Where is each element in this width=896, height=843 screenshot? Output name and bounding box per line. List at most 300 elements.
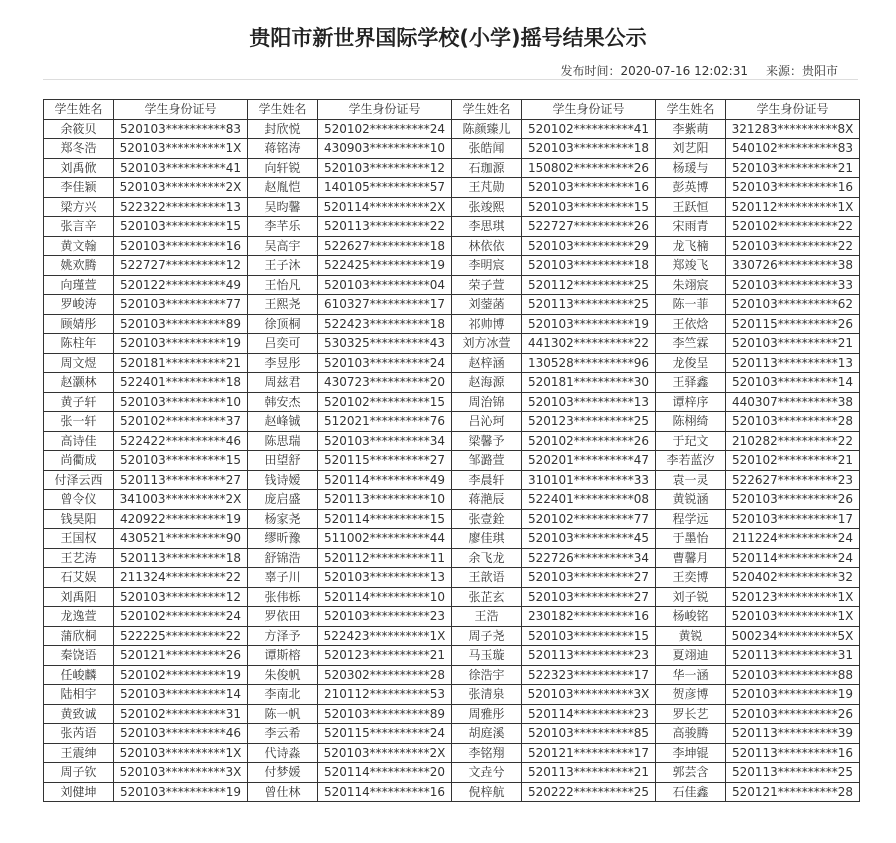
student-id-cell: 520113**********39 bbox=[726, 724, 860, 744]
student-id-cell: 522627**********18 bbox=[318, 236, 452, 256]
table-row bbox=[44, 353, 860, 373]
student-id-cell: 520112**********11 bbox=[318, 548, 452, 568]
student-name-cell: 李晨轩 bbox=[452, 470, 522, 490]
student-name-cell: 刘禹俽 bbox=[44, 158, 114, 178]
student-id-cell: 520103**********77 bbox=[114, 295, 248, 315]
student-name-cell: 张一轩 bbox=[44, 412, 114, 432]
student-name-cell: 李明宸 bbox=[452, 256, 522, 276]
student-name-cell: 谭梓序 bbox=[656, 392, 726, 412]
student-name-cell: 韩安杰 bbox=[248, 392, 318, 412]
student-name-cell: 朱俊帆 bbox=[248, 665, 318, 685]
table-header-row bbox=[44, 100, 860, 120]
student-id-cell: 140105**********57 bbox=[318, 178, 452, 198]
student-id-cell: 520123**********1X bbox=[726, 587, 860, 607]
student-name-cell: 徐顶桐 bbox=[248, 314, 318, 334]
student-id-cell: 520103**********15 bbox=[114, 451, 248, 471]
student-id-cell: 520103**********26 bbox=[726, 704, 860, 724]
student-name-cell: 李竺霖 bbox=[656, 334, 726, 354]
student-id-cell: 522726**********34 bbox=[522, 548, 656, 568]
student-name-cell: 黄文翰 bbox=[44, 236, 114, 256]
student-name-cell: 罗峻涛 bbox=[44, 295, 114, 315]
student-id-cell: 520102**********21 bbox=[726, 451, 860, 471]
student-id-cell: 520103**********89 bbox=[114, 314, 248, 334]
student-name-cell: 陈栩绮 bbox=[656, 412, 726, 432]
student-id-cell: 520103**********12 bbox=[114, 587, 248, 607]
page-title: 贵阳市新世界国际学校(小学)摇号结果公示 bbox=[249, 26, 647, 50]
student-name-cell: 王歆语 bbox=[452, 568, 522, 588]
student-name-cell: 赵灏林 bbox=[44, 373, 114, 393]
student-name-cell: 代诗淼 bbox=[248, 743, 318, 763]
student-id-cell: 520103**********26 bbox=[726, 490, 860, 510]
student-id-cell: 520103**********24 bbox=[318, 353, 452, 373]
table-row bbox=[44, 295, 860, 315]
student-id-cell: 520102**********37 bbox=[114, 412, 248, 432]
student-id-cell: 520103**********27 bbox=[522, 587, 656, 607]
student-name-cell: 郑竣飞 bbox=[656, 256, 726, 276]
student-id-cell: 210112**********53 bbox=[318, 685, 452, 705]
student-id-cell: 520103**********28 bbox=[726, 412, 860, 432]
student-id-cell: 520103**********04 bbox=[318, 275, 452, 295]
student-id-cell: 520103**********15 bbox=[522, 197, 656, 217]
student-name-cell: 王震绅 bbox=[44, 743, 114, 763]
student-name-cell: 赵海源 bbox=[452, 373, 522, 393]
student-name-cell: 李铭翔 bbox=[452, 743, 522, 763]
student-name-cell: 张皓闻 bbox=[452, 139, 522, 159]
student-id-cell: 520102**********24 bbox=[318, 119, 452, 139]
divider bbox=[43, 79, 858, 80]
table-row bbox=[44, 392, 860, 412]
student-name-cell: 李昱彤 bbox=[248, 353, 318, 373]
table-row bbox=[44, 217, 860, 237]
student-id-cell: 520102**********15 bbox=[318, 392, 452, 412]
header-student-id: 学生身份证号 bbox=[318, 100, 452, 120]
student-name-cell: 李坤锟 bbox=[656, 743, 726, 763]
student-id-cell: 520103**********1X bbox=[114, 139, 248, 159]
student-id-cell: 520181**********30 bbox=[522, 373, 656, 393]
student-name-cell: 王跃恒 bbox=[656, 197, 726, 217]
student-name-cell: 周子尧 bbox=[452, 626, 522, 646]
student-id-cell: 520112**********25 bbox=[522, 275, 656, 295]
table-row bbox=[44, 470, 860, 490]
table-row bbox=[44, 139, 860, 159]
student-name-cell: 张伟栎 bbox=[248, 587, 318, 607]
student-name-cell: 曾令仪 bbox=[44, 490, 114, 510]
student-id-cell: 520103**********85 bbox=[522, 724, 656, 744]
student-id-cell: 520121**********17 bbox=[522, 743, 656, 763]
student-id-cell: 310101**********33 bbox=[522, 470, 656, 490]
student-id-cell: 520103**********16 bbox=[522, 178, 656, 198]
student-name-cell: 付泽云西 bbox=[44, 470, 114, 490]
student-id-cell: 130528**********96 bbox=[522, 353, 656, 373]
student-name-cell: 蒋铭涛 bbox=[248, 139, 318, 159]
student-id-cell: 211224**********24 bbox=[726, 529, 860, 549]
table-row bbox=[44, 334, 860, 354]
student-name-cell: 张芷玄 bbox=[452, 587, 522, 607]
student-id-cell: 430521**********90 bbox=[114, 529, 248, 549]
student-name-cell: 庞启盛 bbox=[248, 490, 318, 510]
student-id-cell: 520103**********13 bbox=[522, 392, 656, 412]
table-row bbox=[44, 178, 860, 198]
table-row bbox=[44, 763, 860, 783]
student-id-cell: 520103**********1X bbox=[726, 607, 860, 627]
student-id-cell: 520402**********32 bbox=[726, 568, 860, 588]
student-name-cell: 王依焓 bbox=[656, 314, 726, 334]
student-name-cell: 梁馨予 bbox=[452, 431, 522, 451]
student-name-cell: 李思琪 bbox=[452, 217, 522, 237]
table-row bbox=[44, 587, 860, 607]
student-name-cell: 倪梓航 bbox=[452, 782, 522, 802]
student-name-cell: 王驿鑫 bbox=[656, 373, 726, 393]
student-id-cell: 522422**********46 bbox=[114, 431, 248, 451]
table-row bbox=[44, 314, 860, 334]
student-name-cell: 黄子轩 bbox=[44, 392, 114, 412]
student-id-cell: 520103**********14 bbox=[726, 373, 860, 393]
student-id-cell: 520103**********13 bbox=[318, 568, 452, 588]
student-id-cell: 500234**********5X bbox=[726, 626, 860, 646]
table-row bbox=[44, 782, 860, 802]
header-student-name: 学生姓名 bbox=[44, 100, 114, 120]
student-id-cell: 321283**********8X bbox=[726, 119, 860, 139]
student-name-cell: 石佳鑫 bbox=[656, 782, 726, 802]
student-name-cell: 曾仕林 bbox=[248, 782, 318, 802]
table-row bbox=[44, 704, 860, 724]
student-id-cell: 230182**********16 bbox=[522, 607, 656, 627]
student-name-cell: 张壹銓 bbox=[452, 509, 522, 529]
student-name-cell: 封欣悦 bbox=[248, 119, 318, 139]
student-id-cell: 420922**********19 bbox=[114, 509, 248, 529]
publish-time: 2020-07-16 12:02:31 bbox=[620, 64, 748, 78]
student-id-cell: 520103**********27 bbox=[522, 568, 656, 588]
student-name-cell: 王国权 bbox=[44, 529, 114, 549]
student-id-cell: 520103**********45 bbox=[522, 529, 656, 549]
student-name-cell: 蒋滟辰 bbox=[452, 490, 522, 510]
student-name-cell: 谭斯榕 bbox=[248, 646, 318, 666]
student-id-cell: 441302**********22 bbox=[522, 334, 656, 354]
publish-meta bbox=[561, 62, 839, 79]
student-name-cell: 陈一帆 bbox=[248, 704, 318, 724]
student-id-cell: 520115**********24 bbox=[318, 724, 452, 744]
student-name-cell: 陈思瑞 bbox=[248, 431, 318, 451]
header-student-name: 学生姓名 bbox=[248, 100, 318, 120]
student-id-cell: 520103**********33 bbox=[726, 275, 860, 295]
student-id-cell: 520201**********47 bbox=[522, 451, 656, 471]
student-name-cell: 陈柱年 bbox=[44, 334, 114, 354]
student-name-cell: 郑冬浩 bbox=[44, 139, 114, 159]
student-name-cell: 龙俊呈 bbox=[656, 353, 726, 373]
student-id-cell: 522627**********23 bbox=[726, 470, 860, 490]
student-name-cell: 张清泉 bbox=[452, 685, 522, 705]
student-id-cell: 520102**********24 bbox=[114, 607, 248, 627]
student-id-cell: 520114**********24 bbox=[726, 548, 860, 568]
table-row bbox=[44, 158, 860, 178]
student-name-cell: 余飞龙 bbox=[452, 548, 522, 568]
student-name-cell: 刘健坤 bbox=[44, 782, 114, 802]
student-name-cell: 周雅彤 bbox=[452, 704, 522, 724]
student-id-cell: 520103**********21 bbox=[726, 158, 860, 178]
student-name-cell: 罗依田 bbox=[248, 607, 318, 627]
student-name-cell: 辜子川 bbox=[248, 568, 318, 588]
student-name-cell: 袁一灵 bbox=[656, 470, 726, 490]
student-name-cell: 蒲欣桐 bbox=[44, 626, 114, 646]
student-name-cell: 秦饶语 bbox=[44, 646, 114, 666]
student-id-cell: 520103**********62 bbox=[726, 295, 860, 315]
student-name-cell: 余筱贝 bbox=[44, 119, 114, 139]
student-id-cell: 520103**********21 bbox=[726, 334, 860, 354]
student-id-cell: 520113**********23 bbox=[522, 646, 656, 666]
student-name-cell: 周治锦 bbox=[452, 392, 522, 412]
student-name-cell: 刘艺阳 bbox=[656, 139, 726, 159]
table-row bbox=[44, 529, 860, 549]
student-id-cell: 512021**********76 bbox=[318, 412, 452, 432]
student-name-cell: 杨峻铭 bbox=[656, 607, 726, 627]
student-name-cell: 周子钦 bbox=[44, 763, 114, 783]
student-id-cell: 520114**********20 bbox=[318, 763, 452, 783]
student-name-cell: 刘方冰萱 bbox=[452, 334, 522, 354]
student-id-cell: 430723**********20 bbox=[318, 373, 452, 393]
student-id-cell: 520222**********25 bbox=[522, 782, 656, 802]
header-student-id: 学生身份证号 bbox=[522, 100, 656, 120]
student-name-cell: 罗长艺 bbox=[656, 704, 726, 724]
student-id-cell: 520103**********23 bbox=[318, 607, 452, 627]
student-id-cell: 520103**********18 bbox=[522, 256, 656, 276]
student-id-cell: 520103**********12 bbox=[318, 158, 452, 178]
student-id-cell: 520123**********21 bbox=[318, 646, 452, 666]
student-id-cell: 522425**********19 bbox=[318, 256, 452, 276]
student-id-cell: 520113**********25 bbox=[726, 763, 860, 783]
student-name-cell: 赵峰铖 bbox=[248, 412, 318, 432]
student-id-cell: 540102**********83 bbox=[726, 139, 860, 159]
student-name-cell: 高诗佳 bbox=[44, 431, 114, 451]
student-id-cell: 520115**********26 bbox=[726, 314, 860, 334]
table-row bbox=[44, 626, 860, 646]
student-name-cell: 方泽予 bbox=[248, 626, 318, 646]
student-id-cell: 520103**********15 bbox=[114, 217, 248, 237]
student-id-cell: 520103**********18 bbox=[522, 139, 656, 159]
student-name-cell: 周文煜 bbox=[44, 353, 114, 373]
student-id-cell: 520123**********25 bbox=[522, 412, 656, 432]
student-id-cell: 520114**********23 bbox=[522, 704, 656, 724]
student-id-cell: 520102**********77 bbox=[522, 509, 656, 529]
student-id-cell: 520114**********15 bbox=[318, 509, 452, 529]
student-id-cell: 520103**********83 bbox=[114, 119, 248, 139]
student-id-cell: 520113**********10 bbox=[318, 490, 452, 510]
table-row bbox=[44, 412, 860, 432]
table-row bbox=[44, 607, 860, 627]
student-id-cell: 522322**********13 bbox=[114, 197, 248, 217]
student-name-cell: 彭英博 bbox=[656, 178, 726, 198]
student-id-cell: 520103**********34 bbox=[318, 431, 452, 451]
student-name-cell: 荣子萱 bbox=[452, 275, 522, 295]
table-row bbox=[44, 490, 860, 510]
student-name-cell: 高骏腾 bbox=[656, 724, 726, 744]
student-name-cell: 夏翊迪 bbox=[656, 646, 726, 666]
student-name-cell: 王浩 bbox=[452, 607, 522, 627]
table-row bbox=[44, 431, 860, 451]
student-id-cell: 522727**********26 bbox=[522, 217, 656, 237]
student-name-cell: 龙逸萱 bbox=[44, 607, 114, 627]
student-id-cell: 520113**********27 bbox=[114, 470, 248, 490]
table-body bbox=[44, 119, 860, 802]
student-id-cell: 150802**********26 bbox=[522, 158, 656, 178]
student-name-cell: 宋雨青 bbox=[656, 217, 726, 237]
student-id-cell: 330726**********38 bbox=[726, 256, 860, 276]
student-id-cell: 520102**********19 bbox=[114, 665, 248, 685]
student-name-cell: 郭芸含 bbox=[656, 763, 726, 783]
student-name-cell: 钱昊阳 bbox=[44, 509, 114, 529]
student-name-cell: 贺彦博 bbox=[656, 685, 726, 705]
student-name-cell: 张芮语 bbox=[44, 724, 114, 744]
student-id-cell: 520103**********19 bbox=[522, 314, 656, 334]
student-name-cell: 黄锐 bbox=[656, 626, 726, 646]
student-name-cell: 杨瑗与 bbox=[656, 158, 726, 178]
table-row bbox=[44, 256, 860, 276]
student-id-cell: 520102**********22 bbox=[726, 217, 860, 237]
student-name-cell: 吕奕可 bbox=[248, 334, 318, 354]
student-name-cell: 马玉璇 bbox=[452, 646, 522, 666]
student-id-cell: 520103**********29 bbox=[522, 236, 656, 256]
student-id-cell: 522323**********17 bbox=[522, 665, 656, 685]
student-name-cell: 胡庭溪 bbox=[452, 724, 522, 744]
table-row bbox=[44, 646, 860, 666]
student-id-cell: 440307**********38 bbox=[726, 392, 860, 412]
student-name-cell: 黄锐涵 bbox=[656, 490, 726, 510]
table-row bbox=[44, 275, 860, 295]
student-name-cell: 黄致诚 bbox=[44, 704, 114, 724]
student-id-cell: 520181**********21 bbox=[114, 353, 248, 373]
student-id-cell: 522225**********22 bbox=[114, 626, 248, 646]
student-name-cell: 石艾娱 bbox=[44, 568, 114, 588]
student-id-cell: 520102**********26 bbox=[522, 431, 656, 451]
student-name-cell: 姚欢腾 bbox=[44, 256, 114, 276]
student-name-cell: 王艺涛 bbox=[44, 548, 114, 568]
student-name-cell: 王熙尧 bbox=[248, 295, 318, 315]
student-id-cell: 520121**********28 bbox=[726, 782, 860, 802]
student-name-cell: 向瑾萱 bbox=[44, 275, 114, 295]
table-row bbox=[44, 236, 860, 256]
student-id-cell: 520103**********1X bbox=[114, 743, 248, 763]
student-name-cell: 梁方兴 bbox=[44, 197, 114, 217]
table-row bbox=[44, 743, 860, 763]
student-name-cell: 林依依 bbox=[452, 236, 522, 256]
student-id-cell: 341003**********2X bbox=[114, 490, 248, 510]
student-id-cell: 522401**********08 bbox=[522, 490, 656, 510]
student-name-cell: 曹馨月 bbox=[656, 548, 726, 568]
student-id-cell: 520103**********2X bbox=[318, 743, 452, 763]
student-id-cell: 520113**********22 bbox=[318, 217, 452, 237]
student-id-cell: 522727**********12 bbox=[114, 256, 248, 276]
student-name-cell: 吕沁珂 bbox=[452, 412, 522, 432]
student-name-cell: 张竣熙 bbox=[452, 197, 522, 217]
student-id-cell: 520113**********31 bbox=[726, 646, 860, 666]
student-name-cell: 缪昕豫 bbox=[248, 529, 318, 549]
student-name-cell: 龙飞楠 bbox=[656, 236, 726, 256]
student-id-cell: 520113**********13 bbox=[726, 353, 860, 373]
student-name-cell: 陈颜臻儿 bbox=[452, 119, 522, 139]
student-name-cell: 田望舒 bbox=[248, 451, 318, 471]
student-name-cell: 王怡凡 bbox=[248, 275, 318, 295]
student-name-cell: 尚衢成 bbox=[44, 451, 114, 471]
student-name-cell: 廖佳琪 bbox=[452, 529, 522, 549]
student-id-cell: 520114**********10 bbox=[318, 587, 452, 607]
student-id-cell: 520103**********14 bbox=[114, 685, 248, 705]
student-name-cell: 吴昀馨 bbox=[248, 197, 318, 217]
student-id-cell: 520102**********41 bbox=[522, 119, 656, 139]
student-name-cell: 刘子锐 bbox=[656, 587, 726, 607]
student-id-cell: 520103**********41 bbox=[114, 158, 248, 178]
student-id-cell: 520103**********19 bbox=[114, 782, 248, 802]
student-id-cell: 520103**********46 bbox=[114, 724, 248, 744]
table-row bbox=[44, 665, 860, 685]
student-name-cell: 王芃勋 bbox=[452, 178, 522, 198]
table-row bbox=[44, 568, 860, 588]
student-id-cell: 430903**********10 bbox=[318, 139, 452, 159]
table-row bbox=[44, 197, 860, 217]
student-id-cell: 210282**********22 bbox=[726, 431, 860, 451]
student-id-cell: 520115**********27 bbox=[318, 451, 452, 471]
header-student-id: 学生身份证号 bbox=[726, 100, 860, 120]
student-id-cell: 511002**********44 bbox=[318, 529, 452, 549]
source-label: 来源： bbox=[765, 64, 802, 78]
student-name-cell: 华一涵 bbox=[656, 665, 726, 685]
student-id-cell: 520103**********2X bbox=[114, 178, 248, 198]
student-name-cell: 张言辛 bbox=[44, 217, 114, 237]
student-id-cell: 520113**********25 bbox=[522, 295, 656, 315]
table-row bbox=[44, 724, 860, 744]
student-name-cell: 陈一菲 bbox=[656, 295, 726, 315]
table-row bbox=[44, 548, 860, 568]
student-id-cell: 520103**********22 bbox=[726, 236, 860, 256]
student-name-cell: 于玘文 bbox=[656, 431, 726, 451]
student-name-cell: 吴高宇 bbox=[248, 236, 318, 256]
student-id-cell: 520103**********10 bbox=[114, 392, 248, 412]
student-name-cell: 任峻麟 bbox=[44, 665, 114, 685]
student-id-cell: 520113**********16 bbox=[726, 743, 860, 763]
publish-label: 发布时间： bbox=[560, 64, 621, 78]
student-name-cell: 赵胤恺 bbox=[248, 178, 318, 198]
student-name-cell: 李南北 bbox=[248, 685, 318, 705]
student-id-cell: 520103**********3X bbox=[114, 763, 248, 783]
student-id-cell: 610327**********17 bbox=[318, 295, 452, 315]
student-name-cell: 付梦媛 bbox=[248, 763, 318, 783]
student-id-cell: 520103**********89 bbox=[318, 704, 452, 724]
student-name-cell: 李佳颖 bbox=[44, 178, 114, 198]
table-row bbox=[44, 451, 860, 471]
student-name-cell: 杨家尧 bbox=[248, 509, 318, 529]
student-name-cell: 周兹君 bbox=[248, 373, 318, 393]
student-name-cell: 刘禹阳 bbox=[44, 587, 114, 607]
student-id-cell: 520113**********21 bbox=[522, 763, 656, 783]
student-name-cell: 程学远 bbox=[656, 509, 726, 529]
student-id-cell: 520103**********16 bbox=[114, 236, 248, 256]
student-name-cell: 李芊乐 bbox=[248, 217, 318, 237]
table-row bbox=[44, 119, 860, 139]
header-student-id: 学生身份证号 bbox=[114, 100, 248, 120]
header-student-name: 学生姓名 bbox=[452, 100, 522, 120]
student-name-cell: 文垚兮 bbox=[452, 763, 522, 783]
student-name-cell: 顾婧彤 bbox=[44, 314, 114, 334]
table-row bbox=[44, 509, 860, 529]
student-name-cell: 王奕博 bbox=[656, 568, 726, 588]
student-name-cell: 朱翊宸 bbox=[656, 275, 726, 295]
student-id-cell: 520122**********49 bbox=[114, 275, 248, 295]
student-name-cell: 石珈源 bbox=[452, 158, 522, 178]
student-name-cell: 于墨怡 bbox=[656, 529, 726, 549]
lottery-result-table bbox=[43, 99, 860, 802]
header-student-name: 学生姓名 bbox=[656, 100, 726, 120]
student-id-cell: 520112**********1X bbox=[726, 197, 860, 217]
student-id-cell: 522401**********18 bbox=[114, 373, 248, 393]
source-value: 贵阳市 bbox=[801, 64, 838, 78]
